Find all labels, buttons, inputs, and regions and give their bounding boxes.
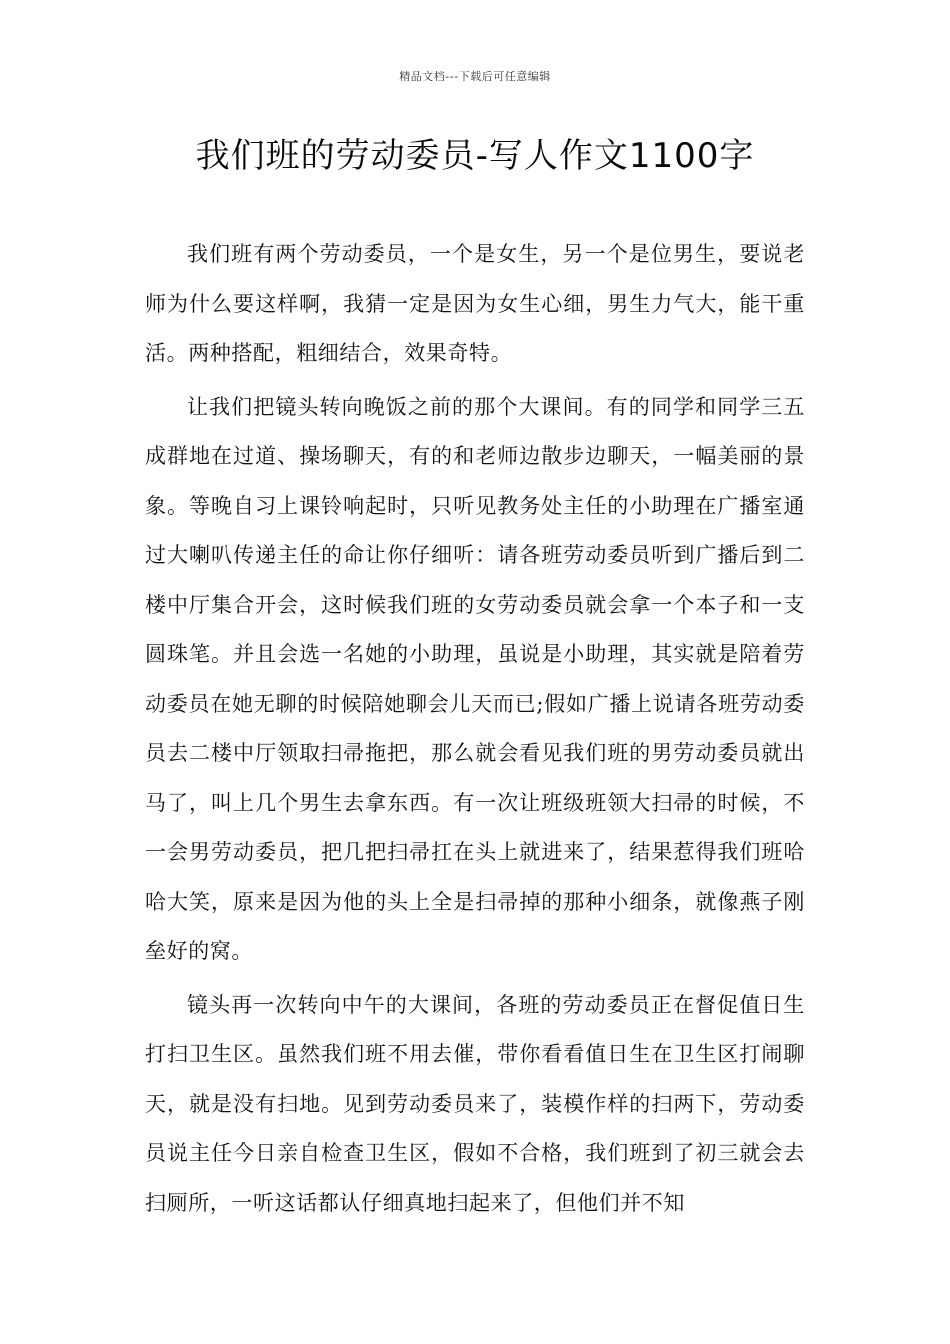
page-header-note: 精品文档---下载后可任意编辑 <box>399 70 551 83</box>
document-title: 我们班的劳动委员-写人作文1100字 <box>195 136 755 176</box>
body-paragraph: 让我们把镜头转向晚饭之前的那个大课间。有的同学和同学三五成群地在过道、操场聊天，有的和老师边散步边聊天，一幅美丽的景象。等晚自习上课铃响起时，只听见教务处主任的小助理在广播室通过大喇叭传递主任的命让你仔细听：请各班劳动委员听到广播后到二楼中厅集合开会，这时候我们班的女劳动委员就会拿一个本子和一支圆珠笔。并且会选一名她的小助理，虽说是小助理，其实就是陪着劳动委员在她无聊的时候陪她聊会儿天而已;假如广播上说请各班劳动委员去二楼中厅领取扫帚拖把，那么就会看见我们班的男劳动委员就出马了，叫上几个男生去拿东西。有一次让班级班领大扫帚的时候，不一会男劳动委员，把几把扫帚扛在头上就进来了，结果惹得我们班哈哈大笑，原来是因为他的头上全是扫帚掉的那种小细条，就像燕子刚垒好的窝。 <box>145 394 805 963</box>
body-paragraph: 镜头再一次转向中午的大课间，各班的劳动委员正在督促值日生打扫卫生区。虽然我们班不用去催，带你看看值日生在卫生区打闹聊天，就是没有扫地。见到劳动委员来了，装模作样的扫两下，劳动委员说主任今日亲自检查卫生区，假如不合格，我们班到了初三就会去扫厕所，一听这话都认仔细真地扫起来了，但他们并不知 <box>145 992 805 1215</box>
document-body <box>145 230 805 1232</box>
body-paragraph: 我们班有两个劳动委员，一个是女生，另一个是位男生，要说老师为什么要这样啊，我猜一定是因为女生心细，男生力气大，能干重活。两种搭配，粗细结合，效果奇特。 <box>145 242 805 365</box>
